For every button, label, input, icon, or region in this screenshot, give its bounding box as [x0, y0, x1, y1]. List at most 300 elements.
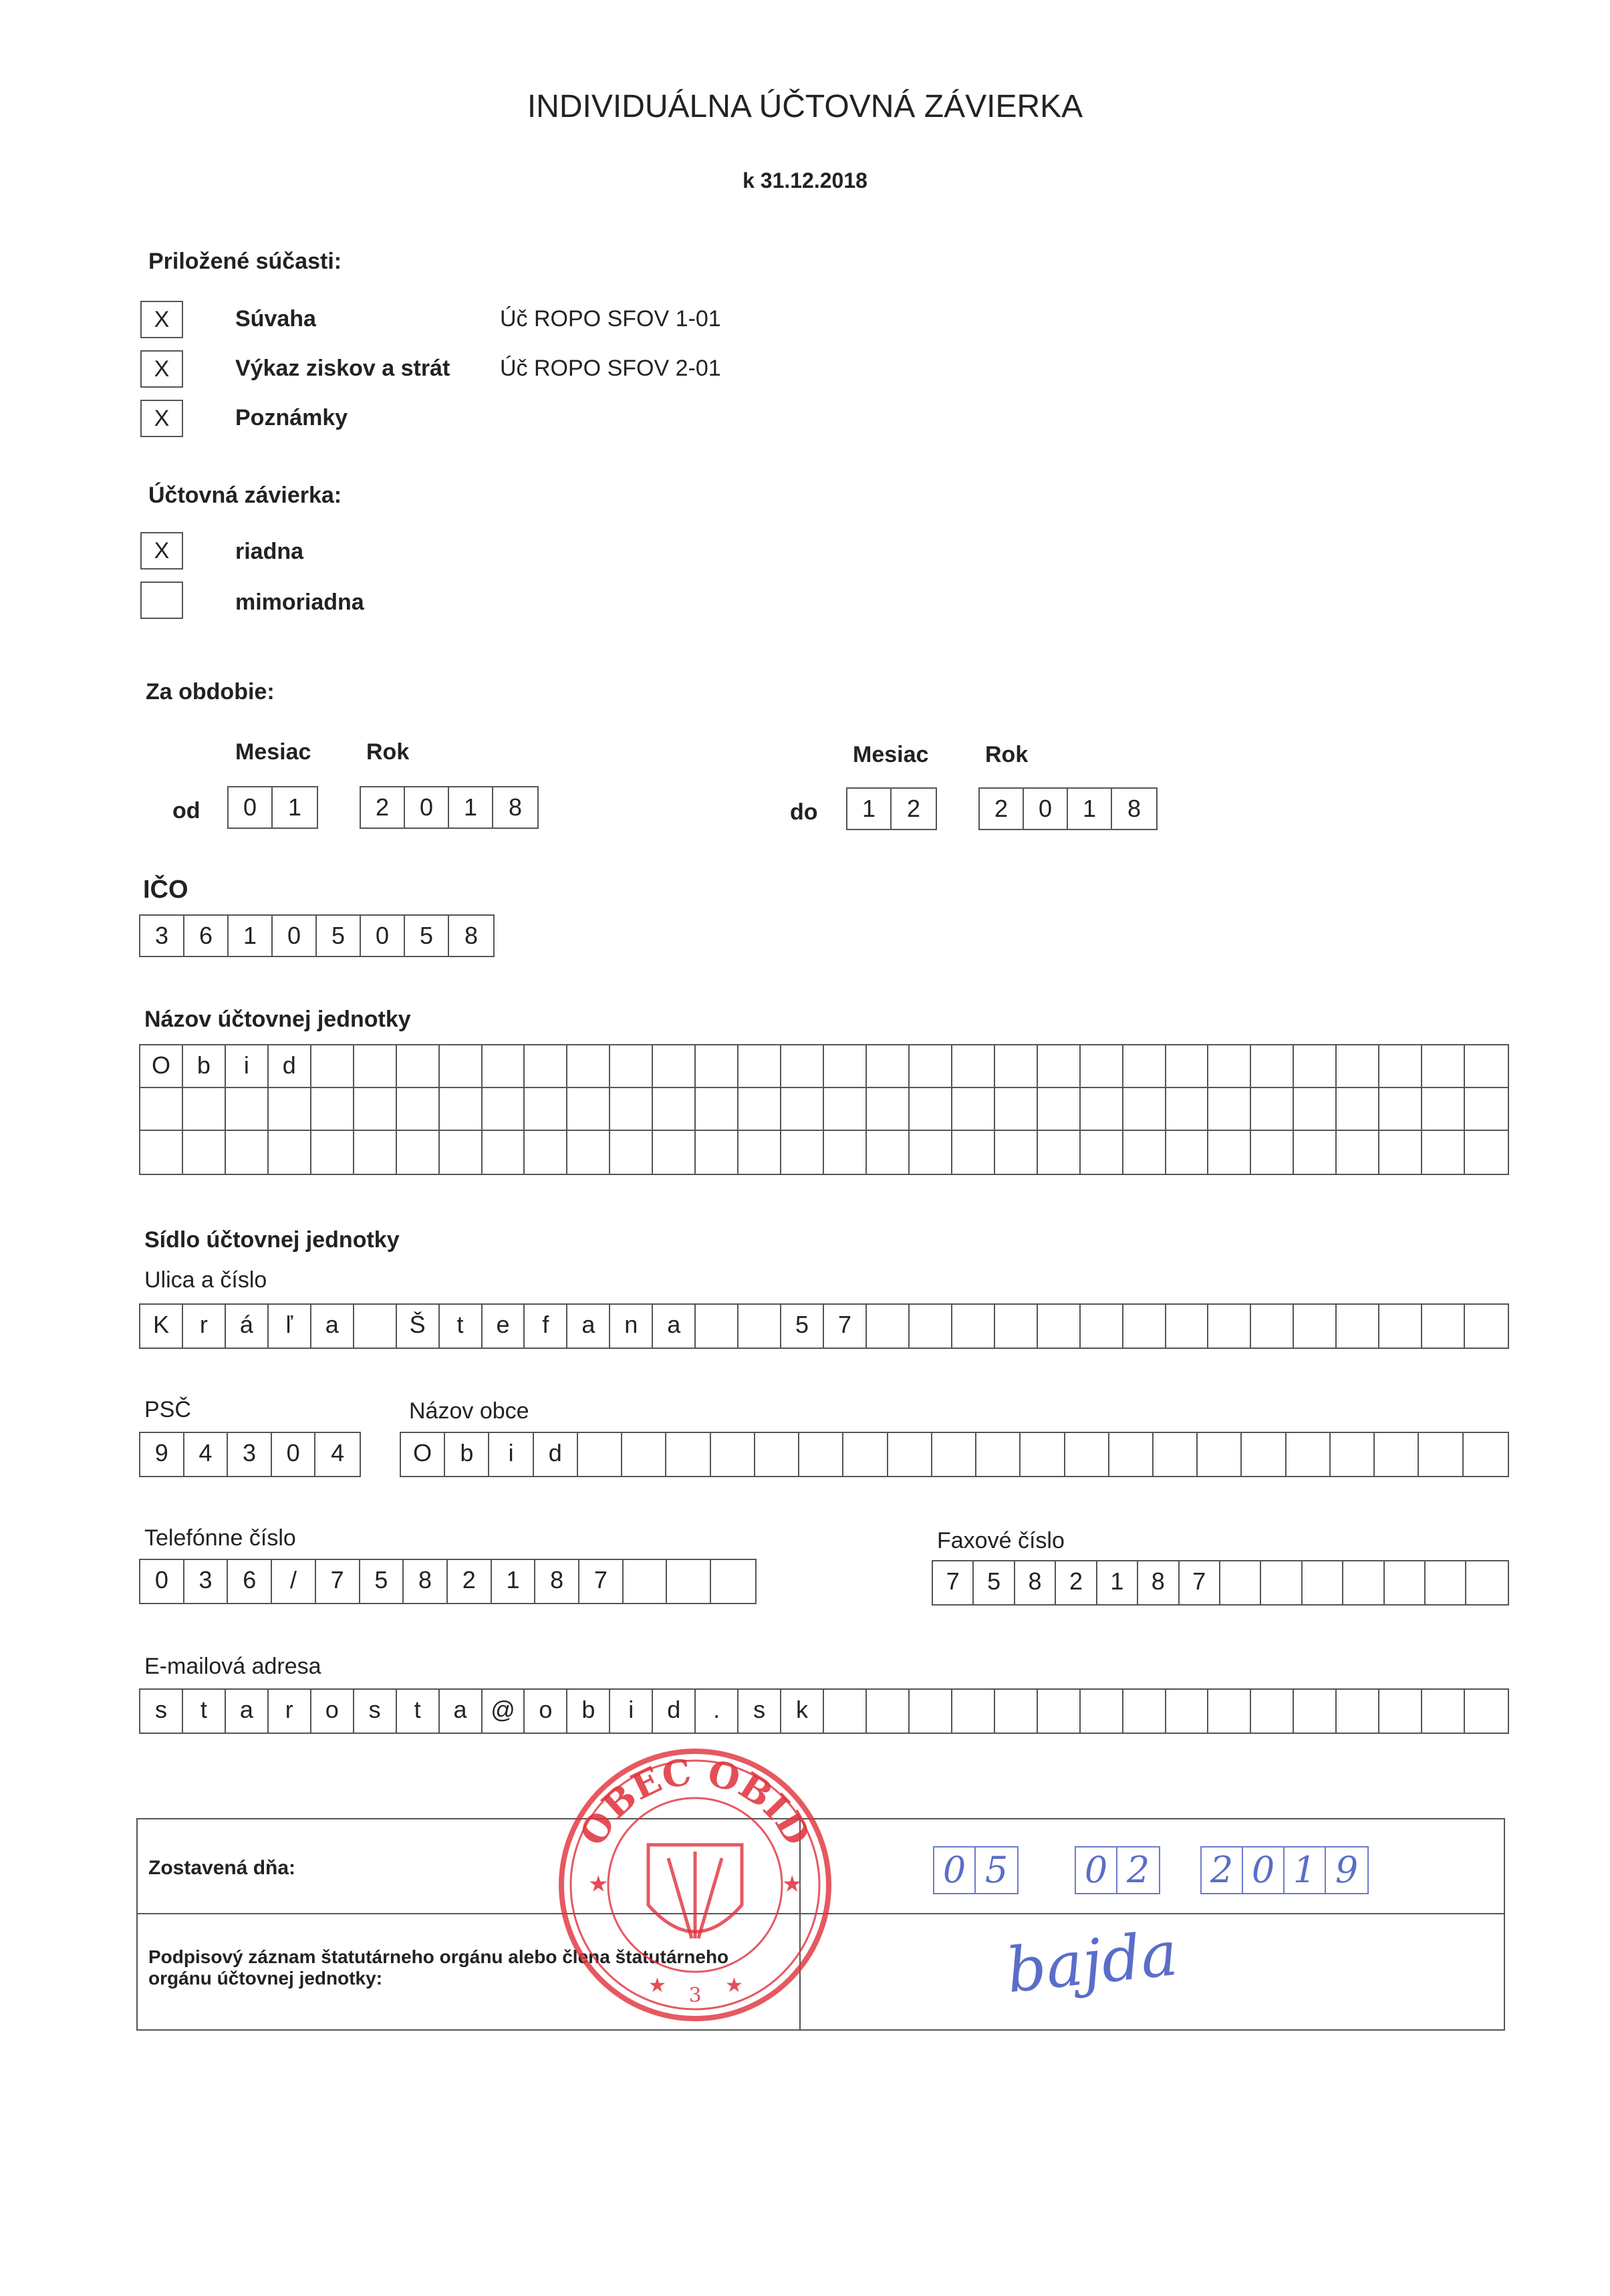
stamp-text: OBEC OBID	[571, 1750, 819, 1853]
cell: 0	[272, 1433, 316, 1476]
cell: b	[183, 1045, 226, 1087]
svg-text:★: ★	[648, 1974, 666, 1997]
cell	[1379, 1305, 1422, 1348]
cell	[667, 1560, 711, 1603]
attached-heading: Priložené súčasti:	[148, 249, 342, 274]
code-suvaha: Úč ROPO SFOV 1-01	[500, 306, 721, 332]
cell	[1422, 1045, 1465, 1087]
stamp-number: 3	[688, 1984, 702, 2007]
cell: d	[534, 1433, 578, 1476]
cell: 8	[404, 1560, 448, 1603]
cell	[1422, 1690, 1465, 1733]
cell	[1465, 1045, 1508, 1087]
cell	[1081, 1131, 1123, 1174]
cell: a	[440, 1690, 483, 1733]
cell	[1343, 1561, 1384, 1604]
cell	[1465, 1305, 1508, 1348]
cell: O	[401, 1433, 445, 1476]
cell	[952, 1088, 995, 1130]
cell	[888, 1433, 932, 1476]
cell	[1123, 1131, 1166, 1174]
cell: O	[140, 1045, 183, 1087]
cell	[1465, 1131, 1508, 1174]
cell: a	[653, 1305, 696, 1348]
cell	[1419, 1433, 1463, 1476]
label-suvaha: Súvaha	[235, 306, 316, 332]
cell: ľ	[269, 1305, 311, 1348]
cell	[1422, 1088, 1465, 1130]
cell	[610, 1088, 653, 1130]
cell	[824, 1690, 867, 1733]
cell	[1081, 1045, 1123, 1087]
from-month-label: Mesiac	[235, 739, 311, 765]
cell	[354, 1131, 397, 1174]
name-row-1	[140, 1045, 1508, 1088]
cell	[226, 1131, 269, 1174]
cell: 0	[140, 1560, 184, 1603]
cell	[1385, 1561, 1426, 1604]
cell: d	[653, 1690, 696, 1733]
cell: 3	[184, 1560, 229, 1603]
handwritten-signature: bajda	[1003, 1917, 1181, 2007]
cell	[711, 1560, 755, 1603]
cell: r	[183, 1305, 226, 1348]
cell: 8	[1127, 795, 1142, 822]
cell	[1337, 1690, 1379, 1733]
cell	[1208, 1045, 1251, 1087]
from-year-field[interactable]	[360, 786, 539, 829]
cell	[1166, 1131, 1209, 1174]
cell	[1208, 1131, 1251, 1174]
cell	[1166, 1045, 1209, 1087]
cell	[1294, 1131, 1337, 1174]
cell	[824, 1088, 867, 1130]
cell	[483, 1088, 525, 1130]
official-stamp	[548, 1738, 842, 2032]
cell: 1	[1068, 789, 1112, 829]
cell	[269, 1088, 311, 1130]
cell: 2	[980, 789, 1024, 829]
cell	[755, 1433, 799, 1476]
cell: á	[226, 1305, 269, 1348]
from-year-label: Rok	[366, 739, 410, 765]
cell	[1038, 1045, 1081, 1087]
cell: 7	[316, 1560, 360, 1603]
label-riadna: riadna	[235, 539, 304, 564]
cell	[183, 1131, 226, 1174]
cell: 0	[1076, 1847, 1117, 1893]
cell	[622, 1433, 666, 1476]
document-title: INDIVIDUÁLNA ÚČTOVNÁ ZÁVIERKA	[527, 89, 1083, 124]
cell	[781, 1088, 824, 1130]
cell: s	[739, 1690, 781, 1733]
cell: 6	[184, 916, 229, 956]
day-field[interactable]	[933, 1846, 1019, 1894]
cell	[1465, 1088, 1508, 1130]
city-field[interactable]	[400, 1432, 1509, 1477]
cell	[739, 1088, 781, 1130]
svg-text:★: ★	[588, 1872, 609, 1897]
cell	[1464, 1433, 1508, 1476]
cell	[525, 1131, 567, 1174]
cell	[354, 1045, 397, 1087]
cell	[183, 1088, 226, 1130]
cell	[952, 1690, 995, 1733]
cell: 9	[1335, 1849, 1359, 1891]
cell: b	[445, 1433, 489, 1476]
cell	[711, 1433, 755, 1476]
cell	[867, 1131, 910, 1174]
cell: 5	[405, 916, 449, 956]
cell: a	[567, 1305, 610, 1348]
cell: 2	[1202, 1847, 1243, 1893]
cell: 5	[360, 1560, 404, 1603]
cell	[867, 1305, 910, 1348]
cell: 0	[1243, 1847, 1285, 1893]
cell	[354, 1305, 397, 1348]
street-field[interactable]	[139, 1303, 1509, 1349]
cell	[843, 1433, 888, 1476]
cell	[140, 1131, 183, 1174]
cell: 3	[140, 916, 184, 956]
cell	[781, 1045, 824, 1087]
cell	[995, 1305, 1038, 1348]
cell	[624, 1560, 668, 1603]
cell	[1251, 1088, 1294, 1130]
cell: 1	[492, 1560, 536, 1603]
svg-text:★: ★	[782, 1872, 803, 1897]
cell: f	[525, 1305, 567, 1348]
cell	[781, 1131, 824, 1174]
sign-label: Podpisový záznam štatutárneho orgánu alebo člena štatutárneho orgánu účtovnej jednotky:	[148, 1946, 729, 1989]
cell	[995, 1690, 1038, 1733]
cell	[567, 1131, 610, 1174]
cell	[1251, 1045, 1294, 1087]
cell: s	[140, 1690, 183, 1733]
psc-label: PSČ	[144, 1397, 191, 1422]
to-month-label: Mesiac	[853, 742, 929, 767]
to-year-label: Rok	[985, 742, 1029, 767]
cell	[567, 1088, 610, 1130]
cell: 1	[287, 793, 302, 821]
cell	[1208, 1305, 1251, 1348]
cell	[995, 1088, 1038, 1130]
cell: 8	[1138, 1561, 1179, 1604]
cell	[354, 1088, 397, 1130]
phone-label: Telefónne číslo	[144, 1525, 296, 1551]
cell	[1465, 1690, 1508, 1733]
cell	[397, 1045, 440, 1087]
cell: 8	[464, 922, 479, 949]
label-vykaz: Výkaz ziskov a strát	[235, 356, 450, 381]
label-poznamky: Poznámky	[235, 405, 348, 430]
checkbox-suvaha[interactable]: X	[140, 301, 183, 338]
cell	[867, 1088, 910, 1130]
cell	[1154, 1433, 1198, 1476]
ico-field[interactable]	[139, 914, 495, 957]
name-row-3	[140, 1131, 1508, 1174]
cell	[1123, 1305, 1166, 1348]
cell	[1220, 1561, 1261, 1604]
cell: t	[183, 1690, 226, 1733]
cell: 8	[535, 1560, 579, 1603]
cell: k	[781, 1690, 824, 1733]
cell	[1081, 1088, 1123, 1130]
cell	[1422, 1305, 1465, 1348]
ico-label: IČO	[143, 876, 188, 904]
cell	[440, 1045, 483, 1087]
cell: 7	[824, 1305, 867, 1348]
cell	[1331, 1433, 1375, 1476]
city-label: Názov obce	[409, 1398, 529, 1424]
psc-row	[140, 1433, 360, 1476]
cell: 0	[934, 1847, 976, 1893]
cell	[910, 1045, 952, 1087]
cell	[995, 1045, 1038, 1087]
cell	[1337, 1305, 1379, 1348]
cell: a	[226, 1690, 269, 1733]
cell	[397, 1131, 440, 1174]
cell	[653, 1045, 696, 1087]
cell: 1	[1097, 1561, 1138, 1604]
phone-field[interactable]	[139, 1559, 757, 1604]
cell	[696, 1045, 739, 1087]
cell	[311, 1131, 354, 1174]
cell: 1	[1285, 1847, 1326, 1893]
cell	[952, 1305, 995, 1348]
email-row	[140, 1690, 1508, 1733]
cell	[653, 1131, 696, 1174]
year-field[interactable]	[1200, 1846, 1369, 1894]
cell: 5	[974, 1561, 1015, 1604]
cell: @	[483, 1690, 525, 1733]
cell	[739, 1305, 781, 1348]
cell: 7	[933, 1561, 974, 1604]
cell	[1166, 1690, 1209, 1733]
cell	[226, 1088, 269, 1130]
cell	[440, 1088, 483, 1130]
cell: a	[311, 1305, 354, 1348]
cell	[867, 1690, 910, 1733]
cell: i	[226, 1045, 269, 1087]
cell	[1379, 1045, 1422, 1087]
cell	[1123, 1088, 1166, 1130]
cell: 6	[228, 1560, 272, 1603]
cell: s	[354, 1690, 397, 1733]
street-row	[140, 1305, 1508, 1348]
cell: d	[269, 1045, 311, 1087]
cell: 4	[331, 1439, 345, 1466]
cell	[1166, 1088, 1209, 1130]
cell: n	[610, 1305, 653, 1348]
street-label: Ulica a číslo	[144, 1267, 267, 1293]
cell: 0	[405, 787, 449, 827]
cell: o	[525, 1690, 567, 1733]
cell: Š	[397, 1305, 440, 1348]
cell	[739, 1045, 781, 1087]
cell	[1379, 1131, 1422, 1174]
cell	[1065, 1433, 1109, 1476]
cell: 7	[579, 1560, 624, 1603]
cell	[952, 1131, 995, 1174]
cell	[995, 1131, 1038, 1174]
cell	[1038, 1305, 1081, 1348]
svg-text:★: ★	[725, 1974, 743, 1997]
cell: 2	[1056, 1561, 1097, 1604]
cell	[1123, 1045, 1166, 1087]
name-field[interactable]	[139, 1044, 1509, 1175]
cell	[1261, 1561, 1302, 1604]
document-date: k 31.12.2018	[743, 168, 867, 193]
cell	[269, 1131, 311, 1174]
cell	[311, 1088, 354, 1130]
cell	[578, 1433, 622, 1476]
cell: 9	[140, 1433, 184, 1476]
cell	[483, 1045, 525, 1087]
cell	[1337, 1088, 1379, 1130]
cell	[1038, 1131, 1081, 1174]
cell	[1294, 1305, 1337, 1348]
city-row	[401, 1433, 1508, 1476]
cell: t	[440, 1305, 483, 1348]
cell: 5	[317, 916, 361, 956]
to-month-field[interactable]	[846, 787, 937, 830]
cell	[1038, 1088, 1081, 1130]
period-heading: Za obdobie:	[146, 679, 275, 705]
closure-heading: Účtovná závierka:	[148, 483, 342, 508]
cell	[666, 1433, 710, 1476]
checkbox-vykaz[interactable]: X	[140, 350, 183, 388]
cell: /	[272, 1560, 316, 1603]
cell: 5	[781, 1305, 824, 1348]
cell	[824, 1045, 867, 1087]
label-mimoriadna: mimoriadna	[235, 590, 364, 615]
cell	[696, 1088, 739, 1130]
month-field[interactable]	[1075, 1846, 1160, 1894]
email-label: E-mailová adresa	[144, 1654, 321, 1679]
cell: 8	[508, 793, 523, 821]
cell	[1379, 1690, 1422, 1733]
cell	[1208, 1690, 1251, 1733]
fax-label: Faxové číslo	[937, 1528, 1065, 1553]
cell: 0	[229, 787, 273, 827]
cell	[1198, 1433, 1242, 1476]
name-row-2	[140, 1088, 1508, 1131]
cell	[1337, 1045, 1379, 1087]
cell	[1466, 1561, 1507, 1604]
cell: 4	[184, 1433, 229, 1476]
cell: 1	[449, 787, 493, 827]
svg-text:OBEC OBID	[571, 1750, 819, 1852]
checkbox-poznamky[interactable]: X	[140, 400, 183, 437]
cell	[1287, 1433, 1331, 1476]
cell: K	[140, 1305, 183, 1348]
cell	[1294, 1045, 1337, 1087]
fax-field[interactable]	[932, 1560, 1509, 1606]
cell: 2	[361, 787, 405, 827]
cell	[976, 1433, 1021, 1476]
cell	[1375, 1433, 1419, 1476]
cell: 8	[1015, 1561, 1056, 1604]
code-vykaz: Úč ROPO SFOV 2-01	[500, 356, 721, 381]
date-label: Zostavená dňa:	[148, 1857, 296, 1879]
cell	[799, 1433, 843, 1476]
cell: 1	[229, 916, 273, 956]
cell	[140, 1088, 183, 1130]
cell	[610, 1045, 653, 1087]
cell	[397, 1088, 440, 1130]
cell	[867, 1045, 910, 1087]
email-field[interactable]	[139, 1688, 1509, 1734]
cell: 2	[906, 795, 921, 822]
cell: i	[489, 1433, 533, 1476]
cell	[1251, 1305, 1294, 1348]
cell	[696, 1131, 739, 1174]
cell	[610, 1131, 653, 1174]
cell	[1294, 1690, 1337, 1733]
cell: 1	[847, 789, 892, 829]
cell: 2	[448, 1560, 492, 1603]
cell	[696, 1305, 739, 1348]
psc-field[interactable]	[139, 1432, 361, 1477]
cell	[910, 1088, 952, 1130]
cell	[1081, 1305, 1123, 1348]
cell: 0	[273, 916, 317, 956]
checkbox-mimoriadna[interactable]	[140, 582, 183, 619]
cell	[932, 1433, 976, 1476]
name-label: Názov účtovnej jednotky	[144, 1007, 411, 1032]
phone-row	[140, 1560, 755, 1603]
cell	[1109, 1433, 1154, 1476]
cell	[910, 1305, 952, 1348]
cell: 0	[361, 916, 405, 956]
cell	[1038, 1690, 1081, 1733]
cell	[1242, 1433, 1286, 1476]
checkbox-riadna[interactable]: X	[140, 532, 183, 569]
cell: 7	[1180, 1561, 1220, 1604]
from-label: od	[172, 798, 200, 823]
cell: 2	[1126, 1849, 1150, 1891]
cell: e	[483, 1305, 525, 1348]
cell	[311, 1045, 354, 1087]
from-month-field[interactable]	[227, 786, 318, 829]
cell	[1337, 1131, 1379, 1174]
cell	[483, 1131, 525, 1174]
cell: t	[397, 1690, 440, 1733]
cell	[1251, 1690, 1294, 1733]
cell	[1123, 1690, 1166, 1733]
to-year-field[interactable]	[978, 787, 1158, 830]
cell	[1379, 1088, 1422, 1130]
cell	[739, 1131, 781, 1174]
cell	[824, 1131, 867, 1174]
cell	[1166, 1305, 1209, 1348]
cell	[525, 1045, 567, 1087]
cell	[952, 1045, 995, 1087]
cell	[525, 1088, 567, 1130]
cell	[1422, 1131, 1465, 1174]
cell	[1081, 1690, 1123, 1733]
cell: o	[311, 1690, 354, 1733]
cell	[1021, 1433, 1065, 1476]
fax-row	[933, 1561, 1508, 1604]
seat-heading: Sídlo účtovnej jednotky	[144, 1227, 400, 1253]
cell: i	[610, 1690, 653, 1733]
cell	[440, 1131, 483, 1174]
cell	[567, 1045, 610, 1087]
cell: 0	[1024, 789, 1068, 829]
cell	[653, 1088, 696, 1130]
